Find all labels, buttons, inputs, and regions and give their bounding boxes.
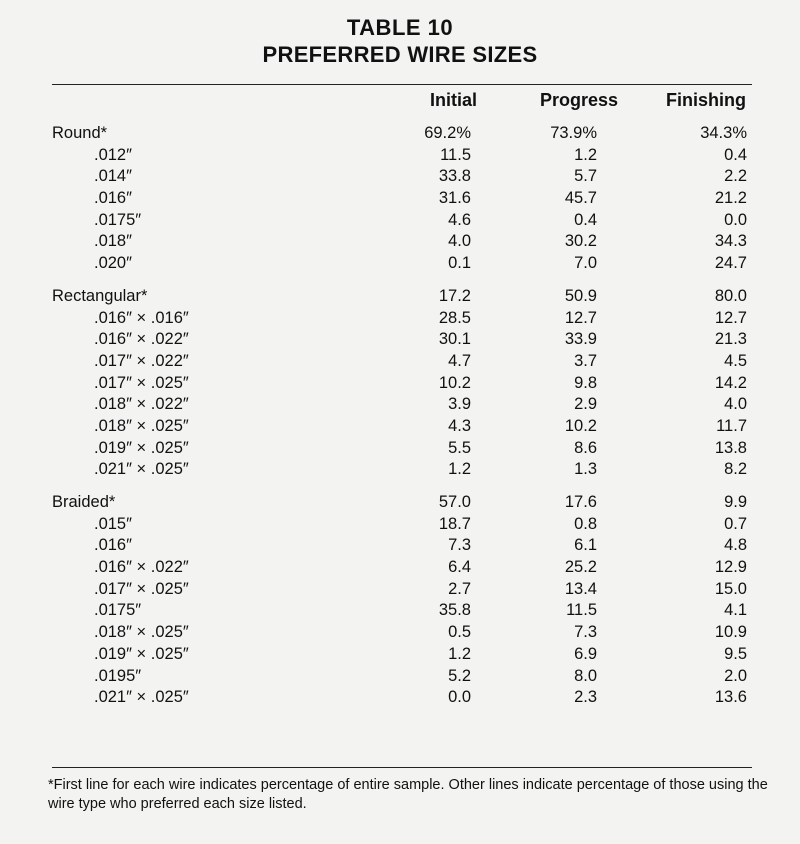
cell-finishing: 9.9 (724, 493, 747, 511)
row-label: .016″ × .016″ (94, 308, 189, 327)
cell-finishing: 80.0 (714, 286, 747, 305)
row-label: Rectangular* (52, 286, 148, 305)
row-label: .0175″ (94, 601, 142, 620)
row-label: .016″ (94, 189, 132, 208)
row-label: .015″ (94, 514, 132, 533)
table-row (0, 460, 800, 482)
table-group-row (0, 124, 800, 146)
cell-finishing: 21.3 (714, 330, 747, 349)
row-label: .017″ × .025″ (94, 579, 189, 598)
row-label: .012″ (94, 145, 132, 164)
cell-progress: 10.2 (564, 416, 597, 435)
table-row (0, 146, 800, 168)
cell-finishing: 2.2 (724, 167, 747, 186)
cell-initial: 10.2 (438, 373, 471, 392)
table-row (0, 374, 800, 396)
cell-progress: 6.9 (574, 644, 597, 663)
cell-finishing: 14.2 (714, 373, 747, 392)
row-label: .017″ × .022″ (94, 351, 189, 370)
cell-initial: 5.5 (448, 438, 471, 457)
cell-progress: 25.2 (564, 558, 597, 577)
cell-finishing: 21.2 (714, 189, 747, 208)
cell-progress: 30.2 (564, 232, 597, 251)
table-row (0, 352, 800, 374)
row-label: .016″ × .022″ (94, 558, 189, 577)
footnote: *First line for each wire indicates percentage of entire sample. Other lines indicate percentage of those using the wire type who preferred each size listed. (48, 777, 768, 812)
cell-progress: 1.2 (574, 145, 597, 164)
table-row (0, 395, 800, 417)
cell-initial: 0.0 (448, 688, 471, 707)
cell-initial: 35.8 (438, 601, 471, 620)
row-label: .019″ × .025″ (94, 438, 189, 457)
cell-initial: 4.6 (448, 210, 471, 229)
table-row (0, 623, 800, 645)
cell-initial: 6.4 (448, 558, 471, 577)
cell-finishing: 12.9 (714, 558, 747, 577)
cell-progress: 1.3 (574, 460, 597, 479)
cell-progress: 8.0 (574, 666, 597, 685)
cell-finishing: 4.0 (724, 395, 747, 414)
cell-progress: 45.7 (564, 189, 597, 208)
cell-finishing: 4.5 (724, 351, 747, 370)
cell-initial: 11.5 (440, 145, 471, 164)
table-row (0, 254, 800, 276)
table-row (0, 417, 800, 439)
cell-initial: 4.7 (448, 351, 471, 370)
cell-initial: 3.9 (448, 395, 471, 414)
cell-finishing: 0.4 (724, 145, 747, 164)
cell-initial: 4.3 (448, 416, 471, 435)
cell-initial: 0.5 (448, 623, 471, 642)
cell-initial: 0.1 (448, 254, 471, 273)
row-label: .021″ × .025″ (94, 688, 189, 707)
cell-progress: 5.7 (574, 167, 597, 186)
cell-finishing: 15.0 (714, 579, 747, 598)
table-row (0, 688, 800, 710)
table-row (0, 439, 800, 461)
cell-initial: 5.2 (448, 666, 471, 685)
cell-finishing: 13.8 (714, 438, 747, 457)
row-label: .018″ × .025″ (94, 416, 189, 435)
cell-initial: 1.2 (448, 460, 471, 479)
cell-finishing: 24.7 (714, 254, 747, 273)
table-row (0, 167, 800, 189)
table-group-row (0, 287, 800, 309)
column-headers (0, 90, 800, 114)
row-label: .018″ (94, 232, 132, 251)
cell-progress: 73.9% (550, 124, 597, 142)
row-label: .019″ × .025″ (94, 644, 189, 663)
cell-initial: 69.2% (424, 124, 471, 142)
bottom-rule (52, 767, 752, 768)
cell-progress: 11.5 (566, 601, 597, 620)
table-row (0, 536, 800, 558)
cell-finishing: 0.0 (724, 210, 747, 229)
cell-progress: 9.8 (574, 373, 597, 392)
table-subtitle: PREFERRED WIRE SIZES (262, 42, 538, 67)
row-label: .0175″ (94, 210, 142, 229)
row-label: Round* (52, 124, 108, 142)
row-label: .021″ × .025″ (94, 460, 189, 479)
table-row (0, 558, 800, 580)
cell-progress: 33.9 (564, 330, 597, 349)
column-header-progress: Progress (539, 90, 618, 110)
cell-progress: 17.6 (564, 493, 597, 511)
top-rule (52, 84, 752, 85)
cell-progress: 7.3 (574, 623, 597, 642)
table-row (0, 667, 800, 689)
cell-initial: 30.1 (438, 330, 471, 349)
cell-progress: 7.0 (574, 254, 597, 273)
cell-progress: 2.3 (574, 688, 597, 707)
row-label: .0195″ (94, 666, 142, 685)
cell-finishing: 9.5 (724, 644, 747, 663)
table-body (0, 124, 800, 710)
table-row (0, 189, 800, 211)
cell-progress: 0.4 (574, 210, 597, 229)
cell-progress: 13.4 (564, 579, 597, 598)
cell-initial: 1.2 (448, 644, 471, 663)
cell-finishing: 4.1 (724, 601, 747, 620)
table-title-block (0, 14, 800, 68)
table-row (0, 211, 800, 233)
cell-finishing: 11.7 (716, 416, 747, 435)
cell-progress: 12.7 (564, 308, 597, 327)
cell-finishing: 34.3 (714, 232, 747, 251)
row-label: .018″ × .022″ (94, 395, 189, 414)
cell-finishing: 12.7 (714, 308, 747, 327)
cell-progress: 8.6 (574, 438, 597, 457)
cell-initial: 18.7 (438, 514, 471, 533)
row-label: .016″ × .022″ (94, 330, 189, 349)
cell-finishing: 8.2 (724, 460, 747, 479)
cell-progress: 3.7 (574, 351, 597, 370)
cell-finishing: 0.7 (724, 514, 747, 533)
cell-initial: 17.2 (438, 286, 471, 305)
cell-progress: 6.1 (574, 536, 597, 555)
cell-progress: 50.9 (564, 286, 597, 305)
cell-finishing: 10.9 (714, 623, 747, 642)
cell-progress: 2.9 (574, 395, 597, 414)
row-label: .014″ (94, 167, 132, 186)
row-label: Braided* (52, 493, 116, 511)
cell-initial: 2.7 (448, 579, 471, 598)
table-row (0, 515, 800, 537)
table-row (0, 601, 800, 623)
cell-initial: 33.8 (438, 167, 471, 186)
row-label: .016″ (94, 536, 132, 555)
table-row (0, 645, 800, 667)
cell-initial: 4.0 (448, 232, 471, 251)
table-row (0, 309, 800, 331)
row-label: .020″ (94, 254, 132, 273)
cell-finishing: 4.8 (724, 536, 747, 555)
table-row (0, 232, 800, 254)
table-group-row (0, 493, 800, 515)
column-header-finishing: Finishing (666, 90, 746, 110)
cell-initial: 28.5 (438, 308, 471, 327)
table-row (0, 330, 800, 352)
row-label: .018″ × .025″ (94, 623, 189, 642)
column-header-initial: Initial (429, 90, 477, 110)
table-row (0, 580, 800, 602)
cell-initial: 7.3 (448, 536, 471, 555)
cell-progress: 0.8 (574, 514, 597, 533)
cell-finishing: 13.6 (714, 688, 747, 707)
cell-finishing: 34.3% (700, 124, 747, 142)
cell-finishing: 2.0 (724, 666, 747, 685)
table-title: TABLE 10 (346, 15, 454, 40)
cell-initial: 57.0 (438, 493, 471, 511)
cell-initial: 31.6 (438, 189, 471, 208)
row-label: .017″ × .025″ (94, 373, 189, 392)
